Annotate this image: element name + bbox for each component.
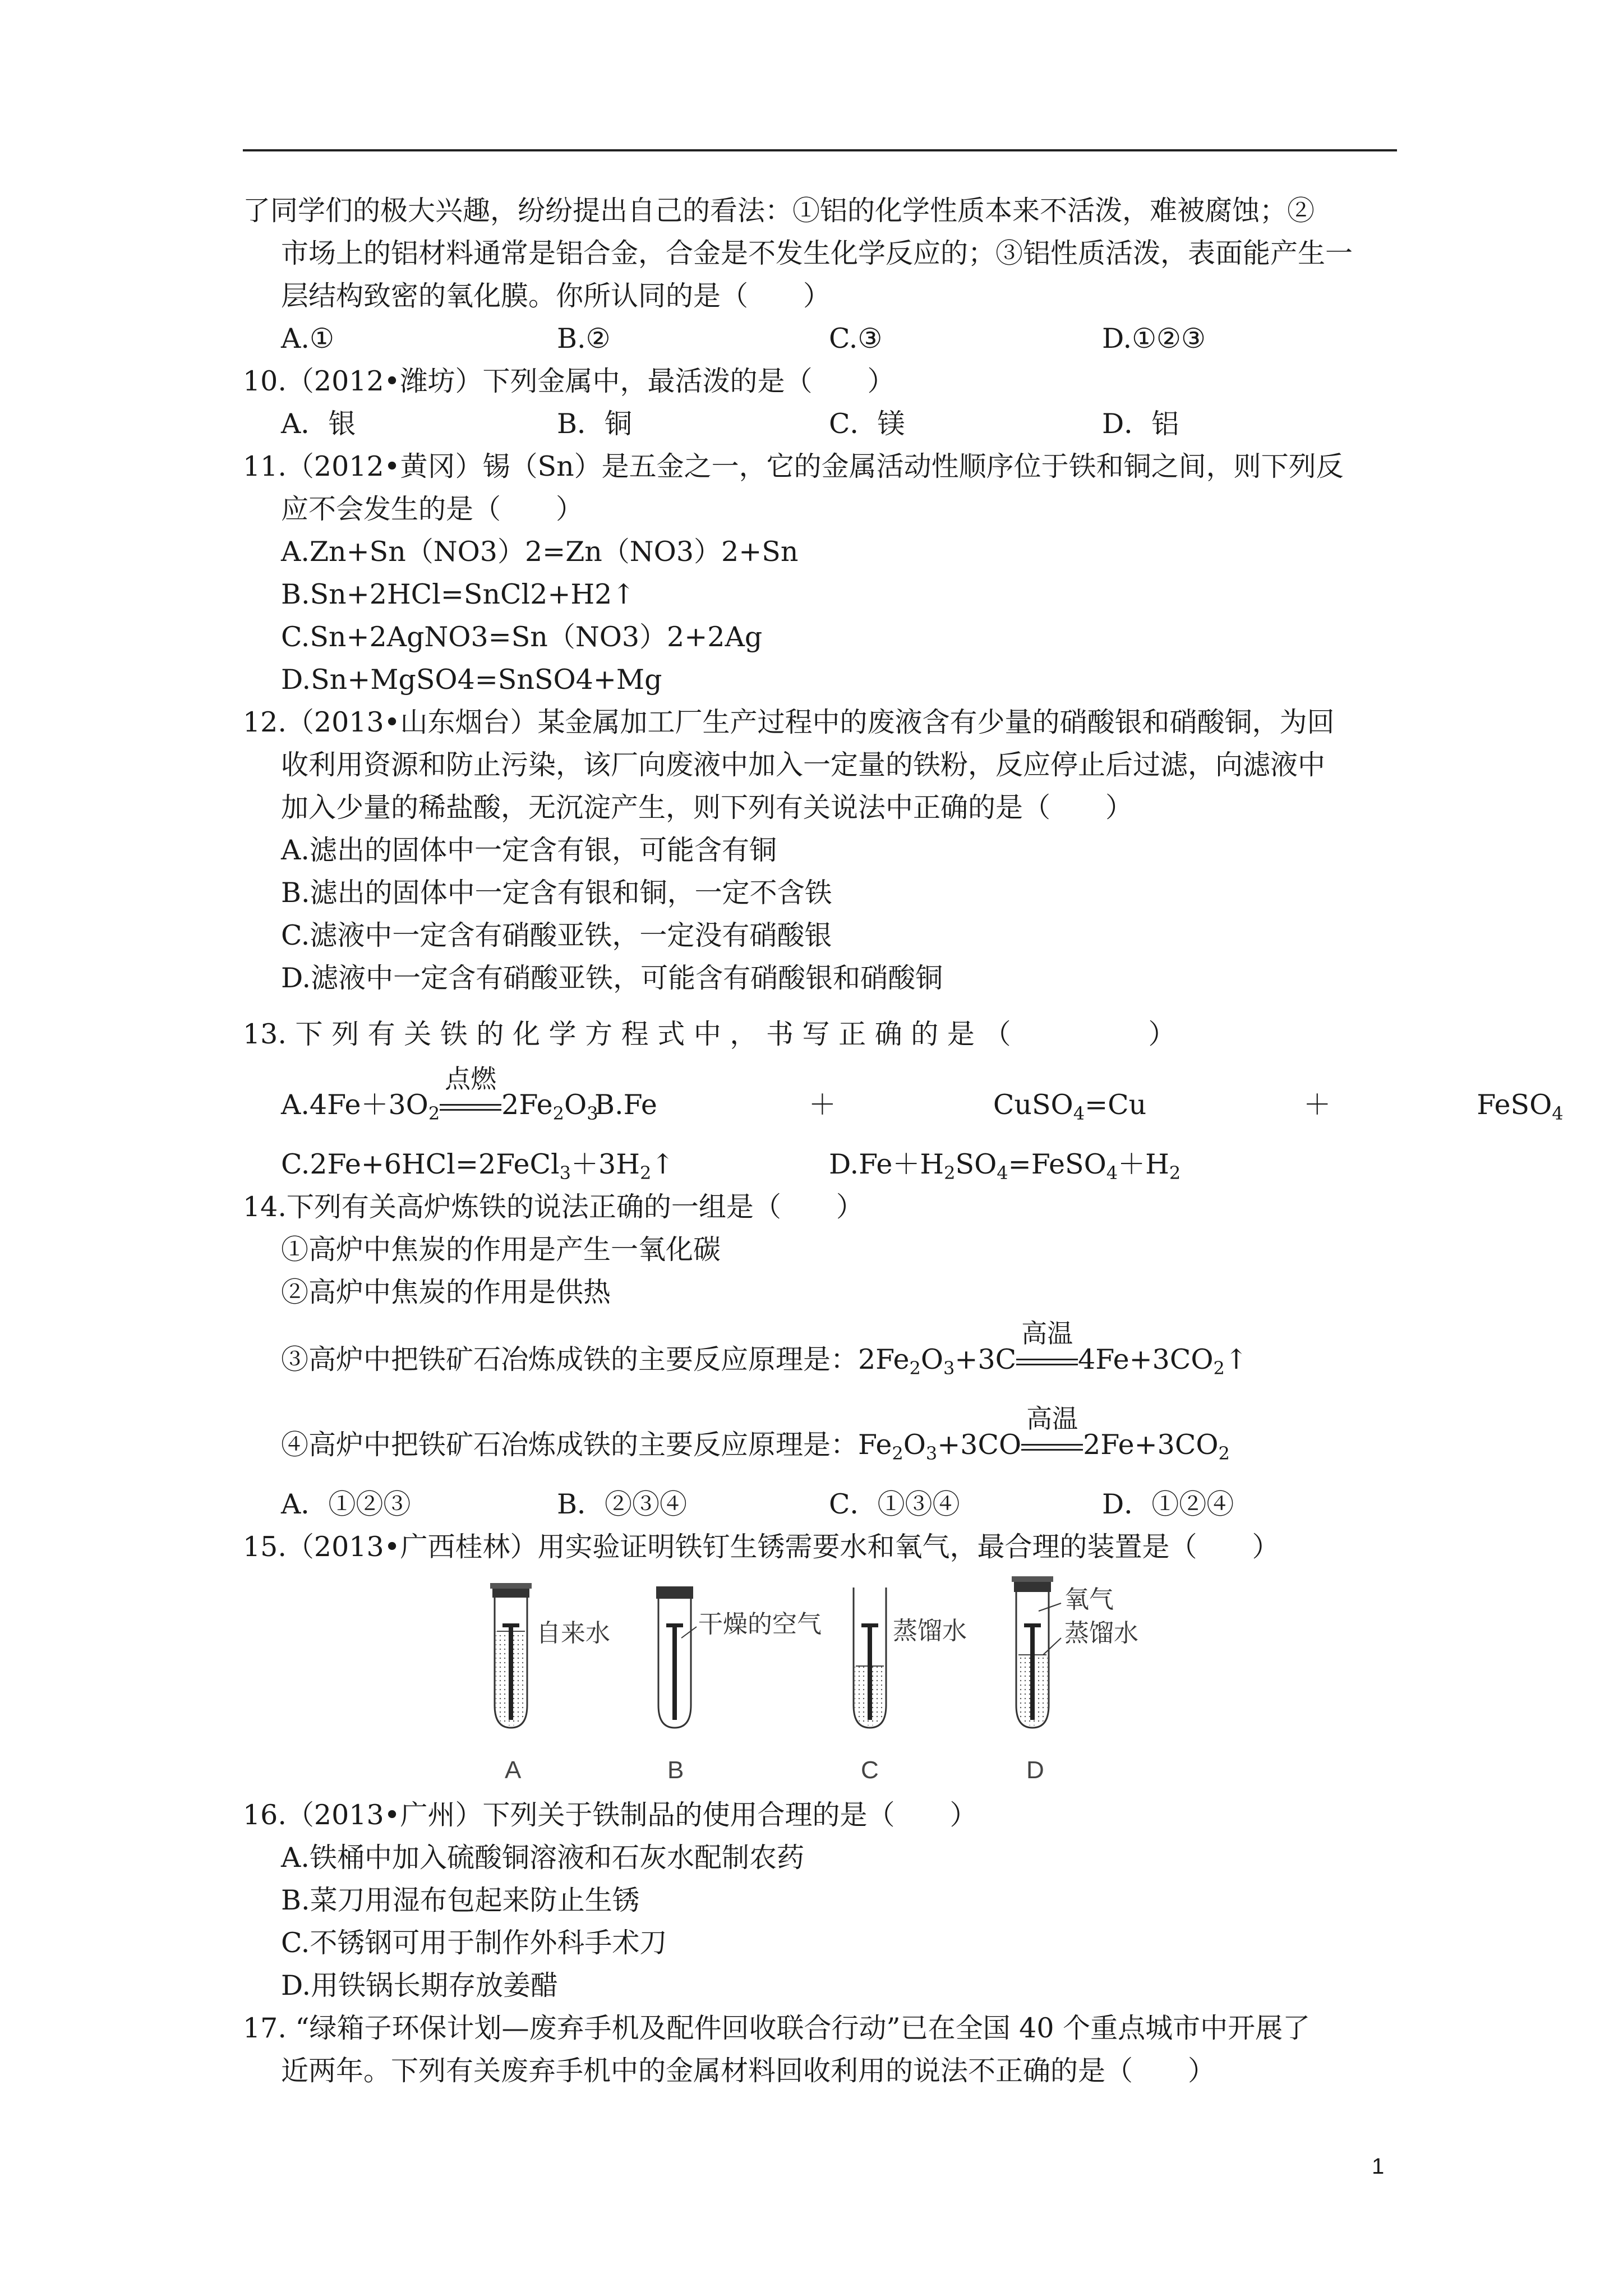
q13-option-c: $C.2Fe+6HCl=2FeCl_3+3H_2↑$ bbox=[281, 1148, 675, 1184]
label-distilled-water-d: 蒸馏水 bbox=[1064, 1619, 1138, 1647]
q10-option-b: B．铜 bbox=[557, 408, 633, 440]
letter-d: D bbox=[1026, 1756, 1044, 1784]
q12-option-d: D.滤液中一定含有硝酸亚铁，可能含有硝酸银和硝酸铜 bbox=[281, 962, 943, 994]
test-tube-a bbox=[490, 1583, 610, 1784]
q9-option-a: A.① bbox=[281, 323, 334, 355]
q12-option-c: C.滤液中一定含有硝酸亚铁，一定没有硝酸银 bbox=[281, 919, 832, 951]
condition-high-temp: 高温 bbox=[1016, 1343, 1078, 1377]
q9-line-1: 了同学们的极大兴趣，纷纷提出自己的看法：①铝的化学性质本来不活泼，难被腐蚀；② bbox=[243, 195, 1315, 227]
q12-stem-1: 12.（2013•山东烟台）某金属加工厂生产过程中的废液含有少量的硝酸银和硝酸铜，为回 bbox=[243, 706, 1335, 738]
q10-option-d: D．铝 bbox=[1102, 408, 1179, 440]
q14-statement-2: ②高炉中焦炭的作用是供热 bbox=[281, 1276, 611, 1308]
q9-option-c: C.③ bbox=[829, 323, 883, 355]
q12-option-b: B.滤出的固体中一定含有银和铜，一定不含铁 bbox=[281, 877, 832, 909]
q14-stem: 14.下列有关高炉炼铁的说法正确的一组是（ ） bbox=[243, 1191, 864, 1223]
header-rule bbox=[243, 149, 1397, 151]
q10-option-c: C．镁 bbox=[829, 408, 905, 440]
q16-option-c: C.不锈钢可用于制作外科手术刀 bbox=[281, 1927, 667, 1959]
letter-c: C bbox=[861, 1756, 879, 1784]
q12-stem-3: 加入少量的稀盐酸，无沉淀产生，则下列有关说法中正确的是（ ） bbox=[281, 792, 1133, 823]
q11-option-d: D.Sn+MgSO4=SnSO4+Mg bbox=[281, 664, 662, 696]
q9-line-2: 市场上的铝材料通常是铝合金，合金是不发生化学反应的；③铝性质活泼，表面能产生一 bbox=[281, 237, 1353, 269]
condition-ignite: 点燃 bbox=[440, 1088, 501, 1122]
test-tube-c bbox=[854, 1588, 967, 1784]
test-tube-d bbox=[1012, 1576, 1138, 1784]
rust-experiment-figure bbox=[471, 1571, 1183, 1784]
q11-option-a: A.Zn+Sn（NO3）2=Zn（NO3）2+Sn bbox=[281, 536, 799, 568]
q11-option-b: B.Sn+2HCl=SnCl2+H2↑ bbox=[281, 578, 635, 610]
letter-a: A bbox=[505, 1756, 522, 1784]
q14-option-a: A．①②③ bbox=[281, 1488, 411, 1520]
test-tube-b bbox=[656, 1586, 822, 1784]
q11-option-c: C.Sn+2AgNO3=Sn（NO3）2+2Ag bbox=[281, 621, 763, 653]
label-dry-air: 干燥的空气 bbox=[698, 1611, 822, 1638]
q9-option-b: B.② bbox=[557, 323, 611, 355]
q13-option-b: B.Fe ＋ CuSO$_4$=Cu ＋ FeSO$_4$ bbox=[594, 1089, 1564, 1124]
q12-option-a: A.滤出的固体中一定含有银，可能含有铜 bbox=[281, 834, 777, 866]
q14-statement-1: ①高炉中焦炭的作用是产生一氧化碳 bbox=[281, 1234, 721, 1266]
page-number: 1 bbox=[1372, 2154, 1385, 2179]
letter-b: B bbox=[667, 1756, 684, 1784]
q9-line-3: 层结构致密的氧化膜。你所认同的是（ ） bbox=[281, 280, 831, 312]
label-oxygen: 氧气 bbox=[1064, 1586, 1114, 1613]
q16-option-b: B.菜刀用湿布包起来防止生锈 bbox=[281, 1884, 640, 1916]
q16-stem: 16.（2013•广州）下列关于铁制品的使用合理的是（ ） bbox=[243, 1799, 978, 1831]
q13-stem: 13. 下 列 有 关 铁 的 化 学 方 程 式 中 ， 书 写 正 确 的 是 （ ） bbox=[243, 1018, 1176, 1050]
q17-stem-2: 近两年。下列有关废弃手机中的金属材料回收利用的说法不正确的是（ ） bbox=[281, 2055, 1216, 2087]
q16-option-a: A.铁桶中加入硫酸铜溶液和石灰水配制农药 bbox=[281, 1842, 804, 1874]
q10-option-a: A．银 bbox=[281, 408, 356, 440]
q14-statement-4: ④高炉中把铁矿石冶炼成铁的主要反应原理是：$Fe_2O_3+3CO$ 高温 $2Fe+3CO_2$ bbox=[281, 1404, 1230, 1464]
q12-stem-2: 收利用资源和防止污染，该厂向废液中加入一定量的铁粉，反应停止后过滤，向滤液中 bbox=[281, 749, 1326, 781]
q10-stem: 10.（2012•潍坊）下列金属中，最活泼的是（ ） bbox=[243, 365, 895, 397]
q13-option-d: $D.Fe+H_2SO_4=FeSO_4+H_2$ bbox=[829, 1148, 1181, 1184]
q16-option-d: D.用铁锅长期存放姜醋 bbox=[281, 1970, 559, 2001]
q13-option-a: $A.4Fe+3O_2$ 点燃 $2Fe_2O_3$ bbox=[281, 1064, 598, 1124]
q9-option-d: D.①②③ bbox=[1102, 323, 1206, 355]
q17-stem-1: 17. “绿箱子环保计划—废弃手机及配件回收联合行动”已在全国 40 个重点城市中开展了 bbox=[243, 2012, 1311, 2044]
condition-high-temp: 高温 bbox=[1021, 1428, 1083, 1462]
label-distilled-water: 蒸馏水 bbox=[893, 1617, 967, 1645]
q14-statement-3: ③高炉中把铁矿石冶炼成铁的主要反应原理是：$2Fe_2O_3+3C$ 高温 $4Fe+3CO_2↑$ bbox=[281, 1318, 1248, 1379]
q11-stem-2: 应不会发生的是（ ） bbox=[281, 493, 584, 525]
q11-stem-1: 11.（2012•黄冈）锡（Sn）是五金之一，它的金属活动性顺序位于铁和铜之间，则下列反 bbox=[243, 450, 1344, 482]
label-tap-water: 自来水 bbox=[536, 1619, 610, 1647]
q14-option-c: C．①③④ bbox=[829, 1488, 960, 1520]
q14-option-b: B．②③④ bbox=[557, 1488, 688, 1520]
q15-stem: 15.（2013•广西桂林）用实验证明铁钉生锈需要水和氧气，最合理的装置是（ ） bbox=[243, 1531, 1280, 1563]
q14-option-d: D．①②④ bbox=[1102, 1488, 1234, 1520]
